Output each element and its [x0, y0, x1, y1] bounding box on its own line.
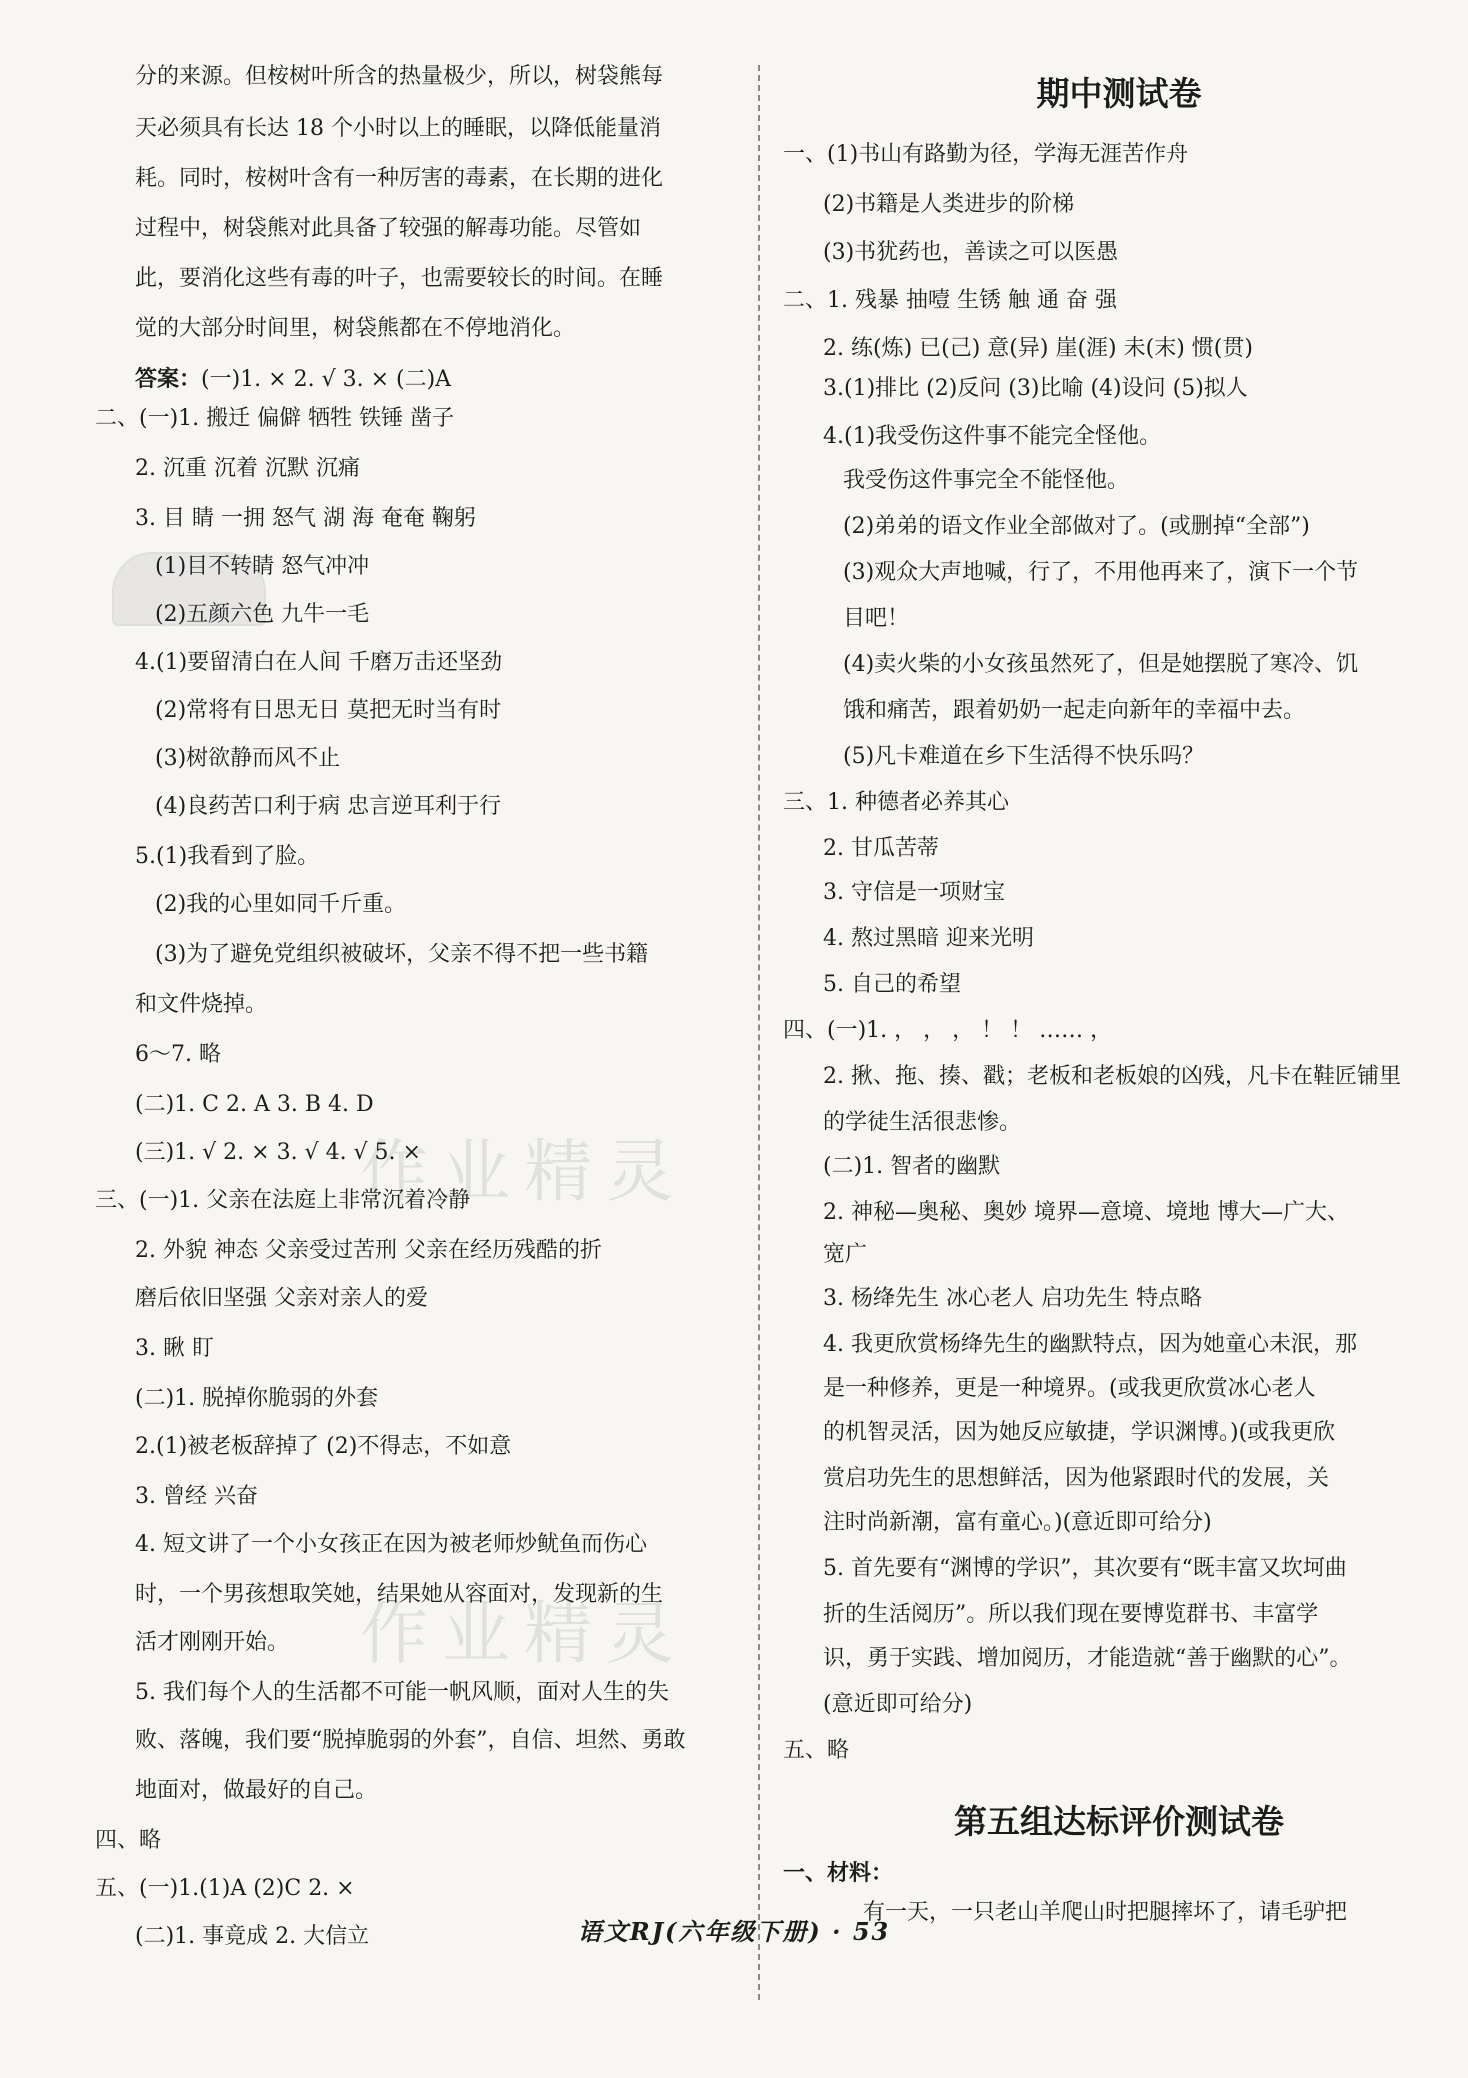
- text-line: (2)弟弟的语文作业全部做对了。(或删掉“全部”): [843, 514, 1310, 539]
- text-line: (3)书犹药也，善读之可以医愚: [823, 240, 1119, 265]
- text-line: 2. 沉重 沉着 沉默 沉痛: [135, 456, 360, 481]
- text-line: 一、(1)书山有路勤为径，学海无涯苦作舟: [783, 142, 1189, 167]
- text-line: 的机智灵活，因为她反应敏捷，学识渊博。)(或我更欣: [823, 1420, 1336, 1445]
- text-line: 活才刚刚开始。: [135, 1630, 290, 1655]
- text-line: 五、略: [783, 1738, 850, 1763]
- text-line: (3)观众大声地喊，行了，不用他再来了，演下一个节: [843, 560, 1359, 585]
- text-line: (2)我的心里如同千斤重。: [155, 892, 407, 917]
- text-line: 磨后依旧坚强 父亲对亲人的爱: [135, 1286, 428, 1311]
- text-line: 和文件烧掉。: [135, 992, 268, 1017]
- text-line: 此，要消化这些有毒的叶子，也需要较长的时间。在睡: [135, 266, 664, 291]
- text-line: 五、(一)1.(1)A (2)C 2. ×: [95, 1876, 355, 1901]
- text-line: 3. 曾经 兴奋: [135, 1484, 258, 1509]
- text-line: 4.(1)要留清白在人间 千磨万击还坚劲: [135, 650, 503, 675]
- text-line: 饿和痛苦，跟着奶奶一起走向新年的幸福中去。: [843, 698, 1306, 723]
- text-line: (4)卖火柴的小女孩虽然死了，但是她摆脱了寒冷、饥: [843, 652, 1359, 677]
- text-line: 4. 短文讲了一个小女孩正在因为被老师炒鱿鱼而伤心: [135, 1532, 647, 1557]
- text-line: 2. 揪、拖、揍、戳；老板和老板娘的凶残，凡卡在鞋匠铺里: [823, 1064, 1401, 1089]
- unit5-title: 第五组达标评价测试卷: [954, 1802, 1284, 1841]
- text-line: 是一种修养，更是一种境界。(或我更欣赏冰心老人: [823, 1376, 1316, 1401]
- text-line: 宽广: [823, 1242, 868, 1267]
- text-line: (2)书籍是人类进步的阶梯: [823, 192, 1075, 217]
- text-line: 5. 我们每个人的生活都不可能一帆风顺，面对人生的失: [135, 1680, 669, 1705]
- text-line: (二)1. C 2. A 3. B 4. D: [135, 1092, 374, 1117]
- text-line: (二)1. 脱掉你脆弱的外套: [135, 1386, 379, 1411]
- watermark: 作业精灵: [360, 1133, 689, 1212]
- text-line: 4. 熬过黑暗 迎来光明: [823, 926, 1034, 951]
- text-line: 地面对，做最好的自己。: [135, 1778, 378, 1803]
- text-line: 6～7. 略: [135, 1042, 221, 1067]
- text-line: 二、1. 残暴 抽噎 生锈 触 通 奋 强: [783, 288, 1117, 313]
- text-line: (二)1. 智者的幽默: [823, 1154, 1001, 1179]
- text-line: 5. 自己的希望: [823, 972, 961, 997]
- text-line: (4)良药苦口利于病 忠言逆耳利于行: [155, 794, 502, 819]
- text-line: (意近即可给分): [823, 1692, 973, 1717]
- text-line: (2)五颜六色 九牛一毛: [155, 602, 370, 627]
- answer-line: [135, 364, 451, 395]
- text-line: 分的来源。但桉树叶所含的热量极少，所以，树袋熊每: [135, 64, 664, 89]
- text-line: (3)树欲静而风不止: [155, 746, 341, 771]
- text-line: 2. 练(炼) 已(己) 意(异) 崖(涯) 未(末) 惯(贯): [823, 336, 1253, 361]
- text-line: 2. 甘瓜苦蒂: [823, 836, 939, 861]
- text-line: 2. 外貌 神态 父亲受过苦刑 父亲在经历残酷的折: [135, 1238, 602, 1263]
- answer-text: (一)1. × 2. √ 3. × (二)A: [201, 367, 452, 392]
- text-line: 我受伤这件事完全不能怪他。: [843, 468, 1130, 493]
- text-line: 过程中，树袋熊对此具备了较强的解毒功能。尽管如: [135, 216, 642, 241]
- watermark: 作业精灵: [360, 1595, 689, 1674]
- answer-label: 答案：: [135, 366, 202, 392]
- text-line: 3. 杨绛先生 冰心老人 启功先生 特点略: [823, 1286, 1202, 1311]
- text-line: 3. 瞅 盯: [135, 1336, 214, 1361]
- text-line: 的学徒生活很悲惨。: [823, 1110, 1022, 1135]
- text-line: 目吧！: [843, 606, 910, 631]
- text-line: 时，一个男孩想取笑她，结果她从容面对，发现新的生: [135, 1582, 664, 1607]
- text-line: 四、(一)1. ， ， ， ！ ！ …… ，: [783, 1018, 1113, 1043]
- text-line: 5. 首先要有“渊博的学识”，其次要有“既丰富又坎坷曲: [823, 1556, 1347, 1581]
- text-line: 3.(1)排比 (2)反问 (3)比喻 (4)设问 (5)拟人: [823, 376, 1248, 401]
- text-line: (二)1. 事竟成 2. 大信立: [135, 1924, 370, 1949]
- text-line: 四、略: [95, 1828, 162, 1853]
- text-line: 耗。同时，桉树叶含有一种厉害的毒素，在长期的进化: [135, 166, 664, 191]
- text-line: 3. 目 睛 一拥 怒气 湖 海 奄奄 鞠躬: [135, 506, 476, 531]
- text-line: 识，勇于实践、增加阅历，才能造就“善于幽默的心”。: [823, 1646, 1352, 1671]
- text-line: 三、1. 种德者必养其心: [783, 790, 1009, 815]
- text-line: 三、(一)1. 父亲在法庭上非常沉着冷静: [95, 1188, 471, 1213]
- midterm-title: 期中测试卷: [1036, 74, 1202, 113]
- text-line: 天必须具有长达 18 个小时以上的睡眠，以降低能量消: [135, 116, 661, 141]
- text-line: 2. 神秘—奥秘、奥妙 境界—意境、境地 博大—广大、: [823, 1200, 1349, 1225]
- text-line: 4.(1)我受伤这件事不能完全怪他。: [823, 424, 1162, 449]
- text-line: (三)1. √ 2. × 3. √ 4. √ 5. ×: [135, 1140, 421, 1165]
- text-line: 有一天，一只老山羊爬山时把腿摔坏了，请毛驴把: [863, 1900, 1348, 1925]
- text-line: 一、材料：: [783, 1860, 894, 1886]
- page-footer: 语文RJ(六年级下册) · 53: [577, 1917, 891, 1946]
- text-line: 注时尚新潮，富有童心。)(意近即可给分): [823, 1510, 1212, 1535]
- text-line: 5.(1)我看到了脸。: [135, 844, 320, 869]
- text-line: 3. 守信是一项财宝: [823, 880, 1005, 905]
- text-line: (1)目不转睛 怒气冲冲: [155, 554, 370, 579]
- text-line: (5)凡卡难道在乡下生活得不快乐吗？: [843, 744, 1205, 769]
- column-divider: [758, 65, 760, 2000]
- text-line: 折的生活阅历”。所以我们现在要博览群书、丰富学: [823, 1602, 1319, 1627]
- text-line: 4. 我更欣赏杨绛先生的幽默特点，因为她童心未泯，那: [823, 1332, 1357, 1357]
- text-line: 觉的大部分时间里，树袋熊都在不停地消化。: [135, 316, 576, 341]
- text-line: (2)常将有日思无日 莫把无时当有时: [155, 698, 502, 723]
- text-line: 败、落魄，我们要“脱掉脆弱的外套”，自信、坦然、勇敢: [135, 1728, 686, 1753]
- text-line: 赏启功先生的思想鲜活，因为他紧跟时代的发展，关: [823, 1466, 1330, 1491]
- text-line: (3)为了避免党组织被破坏，父亲不得不把一些书籍: [155, 942, 649, 967]
- text-line: 二、(一)1. 搬迁 偏僻 牺牲 铁锤 凿子: [95, 406, 455, 431]
- text-line: 2.(1)被老板辞掉了 (2)不得志，不如意: [135, 1434, 512, 1459]
